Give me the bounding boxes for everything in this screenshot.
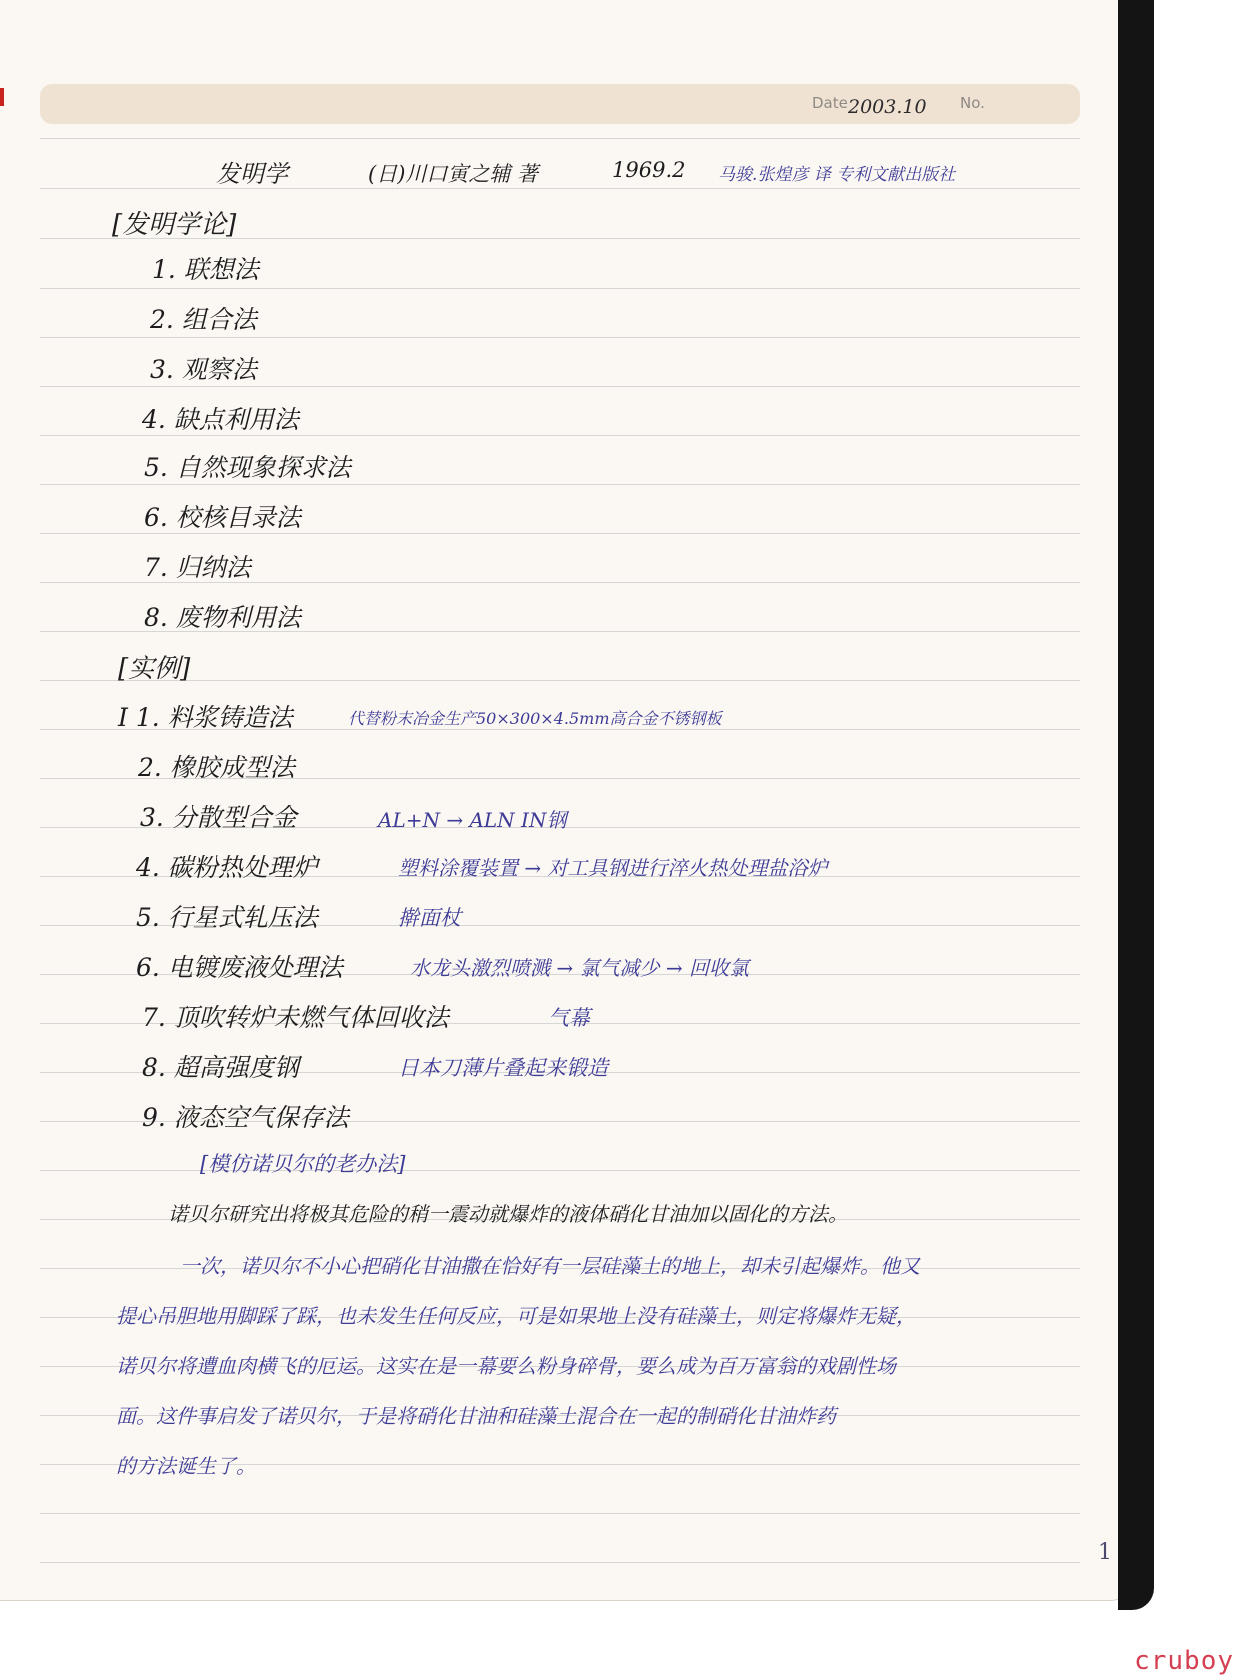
theory-item: 7. 归纳法 — [144, 553, 251, 582]
page-number: 1 — [1098, 1540, 1112, 1565]
book-translator: 马骏.张煌彦 译 专利文献出版社 — [718, 165, 956, 185]
theory-item: 2. 组合法 — [150, 305, 257, 334]
ruled-line — [40, 484, 1080, 485]
theory-item: 8. 废物利用法 — [144, 603, 301, 632]
book-year: 1969.2 — [612, 158, 686, 182]
example-note: 日本刀薄片叠起来锻造 — [398, 1056, 608, 1080]
date-value: 2003.10 — [848, 96, 927, 118]
ruled-line — [40, 386, 1080, 387]
ruled-line — [40, 288, 1080, 289]
example-note: 代替粉末冶金生产50×300×4.5mm高合金不锈钢板 — [348, 709, 722, 728]
theory-item: 1. 联想法 — [152, 255, 259, 284]
ruled-line — [40, 680, 1080, 681]
book-author: (日)川口寅之辅 著 — [368, 162, 539, 186]
example-note: AL+N → ALN IN钢 — [378, 808, 567, 832]
example-label: 2. 橡胶成型法 — [138, 753, 295, 782]
nobel-paragraph-line: 诺贝尔将遭血肉横飞的厄运。这实在是一幕要么粉身碎骨，要么成为百万富翁的戏剧性场 — [116, 1354, 896, 1378]
example-label: 5. 行星式轧压法 — [136, 903, 318, 932]
number-label: No. — [960, 94, 985, 112]
date-label: Date — [812, 94, 848, 112]
nobel-paragraph-line: 面。这件事启发了诺贝尔，于是将硝化甘油和硅藻土混合在一起的制硝化甘油炸药 — [116, 1404, 836, 1428]
theory-item: 5. 自然现象探求法 — [144, 453, 351, 482]
book-title: 发明学 — [216, 160, 288, 188]
ruled-line — [40, 188, 1080, 189]
nobel-lead: 诺贝尔研究出将极其危险的稍一震动就爆炸的液体硝化甘油加以固化的方法。 — [168, 1202, 848, 1226]
ruled-line — [40, 1170, 1080, 1171]
theory-heading: [发明学论] — [112, 210, 237, 240]
nobel-paragraph-line: 的方法诞生了。 — [116, 1454, 256, 1478]
example-label: 6. 电镀废液处理法 — [136, 953, 343, 982]
example-note: 擀面杖 — [398, 906, 461, 930]
theory-item: 4. 缺点利用法 — [142, 405, 299, 434]
ruled-line — [40, 1562, 1080, 1563]
example-note: 塑料涂覆装置 → 对工具钢进行淬火热处理盐浴炉 — [398, 856, 828, 880]
theory-item: 3. 观察法 — [150, 355, 257, 384]
watermark: cruboy — [1134, 1646, 1234, 1676]
example-label: 3. 分散型合金 — [140, 803, 297, 832]
ruled-line — [40, 138, 1080, 139]
example-label: 8. 超高强度钢 — [142, 1053, 299, 1082]
example-label: 9. 液态空气保存法 — [142, 1103, 349, 1132]
notebook-cover-edge — [1118, 0, 1154, 1610]
theory-item: 6. 校核目录法 — [144, 503, 301, 532]
nobel-paragraph-line: 提心吊胆地用脚踩了踩，也未发生任何反应，可是如果地上没有硅藻土，则定将爆炸无疑， — [116, 1304, 916, 1328]
example-label: 7. 顶吹转炉未燃气体回收法 — [142, 1003, 449, 1032]
examples-heading: [实例] — [118, 654, 191, 684]
red-edge-mark — [0, 88, 4, 106]
ruled-line — [40, 337, 1080, 338]
example-note: 气幕 — [548, 1006, 590, 1030]
nobel-heading: [模仿诺贝尔的老办法] — [200, 1152, 406, 1176]
example-label: 4. 碳粉热处理炉 — [136, 853, 318, 882]
nobel-paragraph-line: 一次，诺贝尔不小心把硝化甘油撒在恰好有一层硅藻土的地上，却未引起爆炸。他又 — [180, 1254, 920, 1278]
example-note: 水龙头激烈喷溅 → 氯气减少 → 回收氯 — [410, 956, 749, 980]
ruled-line — [40, 1513, 1080, 1514]
example-label: I 1. 料浆铸造法 — [118, 703, 293, 732]
